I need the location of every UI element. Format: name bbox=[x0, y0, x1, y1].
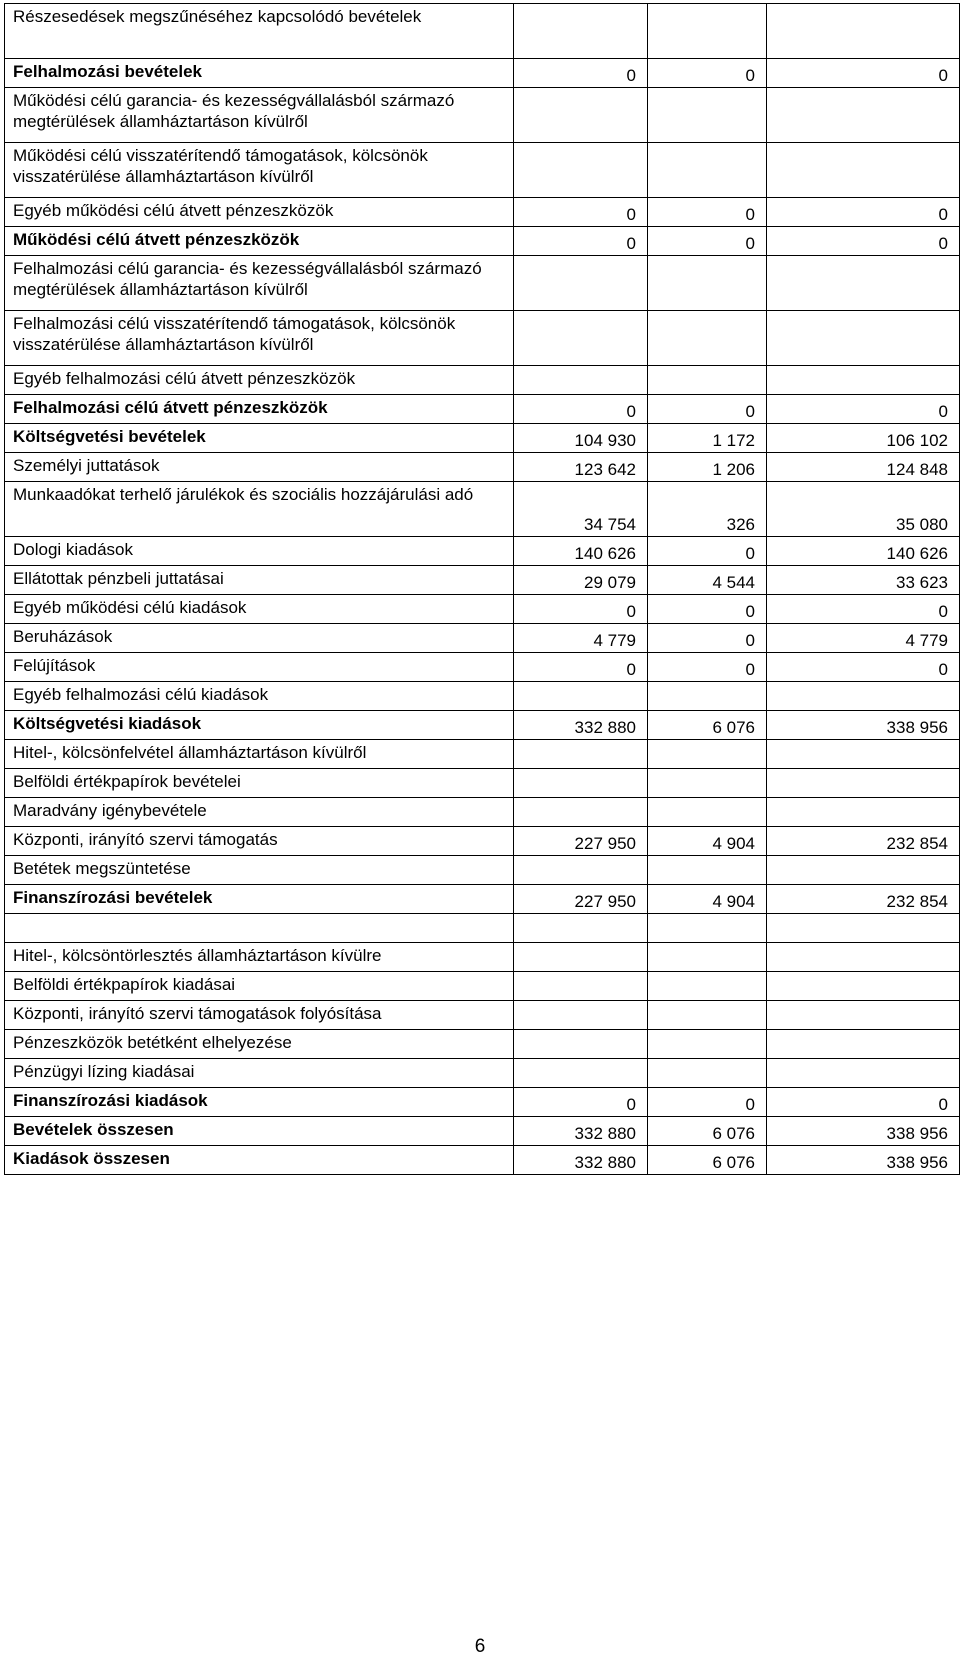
row-label: Egyéb működési célú átvett pénzeszközök bbox=[5, 198, 514, 227]
value-col-2: 0 bbox=[648, 59, 767, 88]
value-col-3 bbox=[767, 1059, 960, 1088]
value-col-2 bbox=[648, 769, 767, 798]
table-row bbox=[5, 740, 960, 769]
table-row bbox=[5, 856, 960, 885]
value-col-3: 0 bbox=[767, 59, 960, 88]
row-label: Részesedések megszűnéséhez kapcsolódó bevételek bbox=[5, 4, 514, 59]
value-col-1: 0 bbox=[514, 395, 648, 424]
table-row bbox=[5, 682, 960, 711]
row-label: Felhalmozási célú visszatérítendő támogatások, kölcsönök visszatérülése államháztartáson kívülről bbox=[5, 311, 514, 366]
table-row bbox=[5, 424, 960, 453]
value-col-3 bbox=[767, 4, 960, 59]
value-col-3: 4 779 bbox=[767, 624, 960, 653]
row-label: Dologi kiadások bbox=[5, 537, 514, 566]
value-col-3: 232 854 bbox=[767, 827, 960, 856]
value-col-3: 338 956 bbox=[767, 711, 960, 740]
row-label: Pénzeszközök betétként elhelyezése bbox=[5, 1030, 514, 1059]
row-label: Működési célú átvett pénzeszközök bbox=[5, 227, 514, 256]
table-row bbox=[5, 624, 960, 653]
table-row bbox=[5, 769, 960, 798]
row-label: Hitel-, kölcsöntörlesztés államháztartáson kívülre bbox=[5, 943, 514, 972]
table-row bbox=[5, 914, 960, 943]
value-col-1 bbox=[514, 856, 648, 885]
row-label: Munkaadókat terhelő járulékok és szociális hozzájárulási adó bbox=[5, 482, 514, 537]
value-col-3 bbox=[767, 769, 960, 798]
value-col-3: 0 bbox=[767, 395, 960, 424]
row-label: Egyéb felhalmozási célú átvett pénzeszközök bbox=[5, 366, 514, 395]
row-label: Személyi juttatások bbox=[5, 453, 514, 482]
value-col-3: 106 102 bbox=[767, 424, 960, 453]
row-label: Központi, irányító szervi támogatások folyósítása bbox=[5, 1001, 514, 1030]
value-col-3 bbox=[767, 856, 960, 885]
row-label: Egyéb működési célú kiadások bbox=[5, 595, 514, 624]
value-col-3 bbox=[767, 798, 960, 827]
value-col-3 bbox=[767, 1001, 960, 1030]
row-label: Belföldi értékpapírok bevételei bbox=[5, 769, 514, 798]
value-col-1 bbox=[514, 311, 648, 366]
row-label: Bevételek összesen bbox=[5, 1117, 514, 1146]
value-col-1: 0 bbox=[514, 595, 648, 624]
table-row bbox=[5, 885, 960, 914]
table-row bbox=[5, 1030, 960, 1059]
value-col-3: 0 bbox=[767, 595, 960, 624]
value-col-3: 0 bbox=[767, 653, 960, 682]
value-col-2: 6 076 bbox=[648, 1146, 767, 1175]
value-col-1 bbox=[514, 366, 648, 395]
value-col-2: 6 076 bbox=[648, 1117, 767, 1146]
value-col-3 bbox=[767, 914, 960, 943]
row-label: Ellátottak pénzbeli juttatásai bbox=[5, 566, 514, 595]
value-col-2 bbox=[648, 798, 767, 827]
value-col-2: 0 bbox=[648, 595, 767, 624]
value-col-3 bbox=[767, 943, 960, 972]
row-label: Felhalmozási célú garancia- és kezességvállalásból származó megtérülések államháztartáson kívülről bbox=[5, 256, 514, 311]
value-col-1 bbox=[514, 769, 648, 798]
table-row bbox=[5, 1059, 960, 1088]
value-col-3 bbox=[767, 311, 960, 366]
value-col-2: 0 bbox=[648, 624, 767, 653]
row-label: Hitel-, kölcsönfelvétel államháztartáson kívülről bbox=[5, 740, 514, 769]
table-row bbox=[5, 972, 960, 1001]
value-col-2: 4 904 bbox=[648, 827, 767, 856]
value-col-2: 0 bbox=[648, 653, 767, 682]
value-col-2: 0 bbox=[648, 1088, 767, 1117]
value-col-3 bbox=[767, 740, 960, 769]
value-col-1 bbox=[514, 88, 648, 143]
table-row bbox=[5, 798, 960, 827]
table-row bbox=[5, 711, 960, 740]
row-label: Finanszírozási kiadások bbox=[5, 1088, 514, 1117]
table-row bbox=[5, 566, 960, 595]
value-col-1 bbox=[514, 798, 648, 827]
table-row bbox=[5, 653, 960, 682]
value-col-2: 0 bbox=[648, 395, 767, 424]
value-col-3: 0 bbox=[767, 227, 960, 256]
value-col-1: 104 930 bbox=[514, 424, 648, 453]
row-label: Működési célú visszatérítendő támogatások, kölcsönök visszatérülése államháztartáson kívülről bbox=[5, 143, 514, 198]
value-col-2: 0 bbox=[648, 227, 767, 256]
value-col-1: 332 880 bbox=[514, 711, 648, 740]
value-col-1: 0 bbox=[514, 59, 648, 88]
value-col-3 bbox=[767, 88, 960, 143]
value-col-3: 338 956 bbox=[767, 1117, 960, 1146]
value-col-1: 4 779 bbox=[514, 624, 648, 653]
value-col-3 bbox=[767, 256, 960, 311]
table-row bbox=[5, 827, 960, 856]
value-col-2 bbox=[648, 366, 767, 395]
row-label: Felújítások bbox=[5, 653, 514, 682]
value-col-2 bbox=[648, 1001, 767, 1030]
row-label: Beruházások bbox=[5, 624, 514, 653]
value-col-2: 1 206 bbox=[648, 453, 767, 482]
value-col-1 bbox=[514, 1001, 648, 1030]
value-col-3 bbox=[767, 366, 960, 395]
value-col-1 bbox=[514, 4, 648, 59]
value-col-3 bbox=[767, 682, 960, 711]
value-col-1 bbox=[514, 1059, 648, 1088]
row-label: Központi, irányító szervi támogatás bbox=[5, 827, 514, 856]
table-row bbox=[5, 59, 960, 88]
value-col-1 bbox=[514, 972, 648, 1001]
table-row bbox=[5, 311, 960, 366]
value-col-3 bbox=[767, 1030, 960, 1059]
value-col-1: 140 626 bbox=[514, 537, 648, 566]
value-col-2 bbox=[648, 256, 767, 311]
table-row bbox=[5, 395, 960, 424]
value-col-1: 29 079 bbox=[514, 566, 648, 595]
value-col-1 bbox=[514, 143, 648, 198]
row-label: Felhalmozási bevételek bbox=[5, 59, 514, 88]
table-row bbox=[5, 366, 960, 395]
value-col-3 bbox=[767, 972, 960, 1001]
row-label: Pénzügyi lízing kiadásai bbox=[5, 1059, 514, 1088]
value-col-1 bbox=[514, 1030, 648, 1059]
value-col-2 bbox=[648, 856, 767, 885]
table-row bbox=[5, 453, 960, 482]
table-row bbox=[5, 143, 960, 198]
value-col-1: 0 bbox=[514, 653, 648, 682]
value-col-3: 140 626 bbox=[767, 537, 960, 566]
value-col-1: 0 bbox=[514, 198, 648, 227]
table-row bbox=[5, 1088, 960, 1117]
row-label: Működési célú garancia- és kezességvállalásból származó megtérülések államháztartáson kívülről bbox=[5, 88, 514, 143]
value-col-1: 123 642 bbox=[514, 453, 648, 482]
value-col-2 bbox=[648, 972, 767, 1001]
value-col-2 bbox=[648, 311, 767, 366]
table-row bbox=[5, 537, 960, 566]
value-col-3: 35 080 bbox=[767, 482, 960, 537]
value-col-3: 33 623 bbox=[767, 566, 960, 595]
value-col-2 bbox=[648, 1059, 767, 1088]
value-col-3: 0 bbox=[767, 1088, 960, 1117]
row-label: Kiadások összesen bbox=[5, 1146, 514, 1175]
row-label: Felhalmozási célú átvett pénzeszközök bbox=[5, 395, 514, 424]
table-row bbox=[5, 1001, 960, 1030]
table-row bbox=[5, 1117, 960, 1146]
table-row bbox=[5, 256, 960, 311]
value-col-2 bbox=[648, 88, 767, 143]
row-label: Költségvetési bevételek bbox=[5, 424, 514, 453]
value-col-1: 0 bbox=[514, 227, 648, 256]
value-col-1 bbox=[514, 740, 648, 769]
value-col-2: 1 172 bbox=[648, 424, 767, 453]
value-col-2 bbox=[648, 4, 767, 59]
value-col-2 bbox=[648, 943, 767, 972]
row-label: Belföldi értékpapírok kiadásai bbox=[5, 972, 514, 1001]
table-row bbox=[5, 1146, 960, 1175]
value-col-2 bbox=[648, 1030, 767, 1059]
value-col-2: 0 bbox=[648, 198, 767, 227]
table-row bbox=[5, 88, 960, 143]
value-col-2: 6 076 bbox=[648, 711, 767, 740]
value-col-3: 124 848 bbox=[767, 453, 960, 482]
row-label: Egyéb felhalmozási célú kiadások bbox=[5, 682, 514, 711]
value-col-3 bbox=[767, 143, 960, 198]
value-col-1: 332 880 bbox=[514, 1146, 648, 1175]
budget-table bbox=[4, 3, 960, 1175]
value-col-2: 4 544 bbox=[648, 566, 767, 595]
budget-table-body bbox=[5, 4, 960, 1175]
table-row bbox=[5, 943, 960, 972]
value-col-1: 227 950 bbox=[514, 885, 648, 914]
table-row bbox=[5, 227, 960, 256]
row-label bbox=[5, 914, 514, 943]
value-col-1 bbox=[514, 256, 648, 311]
value-col-2 bbox=[648, 682, 767, 711]
value-col-2: 326 bbox=[648, 482, 767, 537]
row-label: Maradvány igénybevétele bbox=[5, 798, 514, 827]
value-col-2: 4 904 bbox=[648, 885, 767, 914]
table-row bbox=[5, 4, 960, 59]
value-col-3: 0 bbox=[767, 198, 960, 227]
row-label: Finanszírozási bevételek bbox=[5, 885, 514, 914]
value-col-3: 232 854 bbox=[767, 885, 960, 914]
value-col-2 bbox=[648, 740, 767, 769]
table-row bbox=[5, 198, 960, 227]
table-row bbox=[5, 595, 960, 624]
value-col-3: 338 956 bbox=[767, 1146, 960, 1175]
value-col-2: 0 bbox=[648, 537, 767, 566]
value-col-1: 332 880 bbox=[514, 1117, 648, 1146]
row-label: Betétek megszüntetése bbox=[5, 856, 514, 885]
value-col-2 bbox=[648, 914, 767, 943]
value-col-2 bbox=[648, 143, 767, 198]
page-number: 6 bbox=[474, 1636, 486, 1657]
value-col-1: 227 950 bbox=[514, 827, 648, 856]
row-label: Költségvetési kiadások bbox=[5, 711, 514, 740]
value-col-1: 34 754 bbox=[514, 482, 648, 537]
table-row bbox=[5, 482, 960, 537]
value-col-1 bbox=[514, 682, 648, 711]
value-col-1 bbox=[514, 914, 648, 943]
value-col-1 bbox=[514, 943, 648, 972]
value-col-1: 0 bbox=[514, 1088, 648, 1117]
